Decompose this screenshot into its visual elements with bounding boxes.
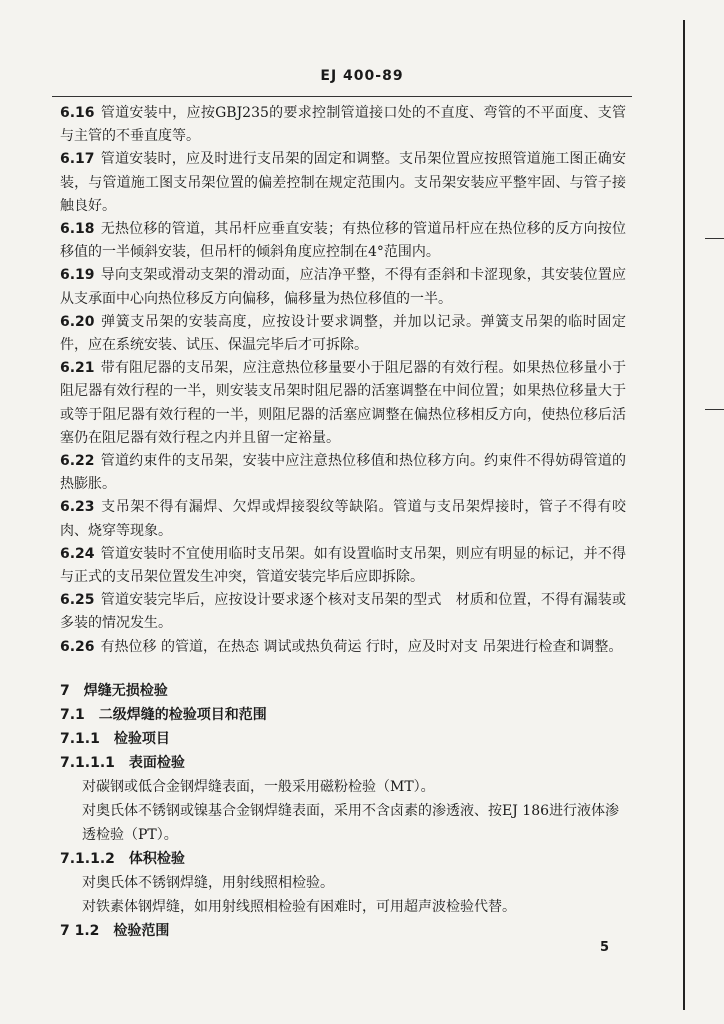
clause-6-23 <box>60 496 626 542</box>
volume-inspection-line-2: 对铁素体钢焊缝，如用射线照相检验有困难时，可用超声波检验代替。 <box>82 898 516 915</box>
clause-6-20 <box>60 311 626 357</box>
edge-tick <box>705 238 724 239</box>
section-7-1-1-1-heading: 7.1.1.1 表面检验 <box>60 754 185 771</box>
section-7-1-2-heading: 7 1.2 检验范围 <box>60 922 170 939</box>
clause-number: 6.24 <box>60 545 95 562</box>
clause-number: 6.25 <box>60 592 95 609</box>
body-text <box>60 102 626 943</box>
clause-text: 管道约束件的支吊架，安装中应注意热位移值和热位移方向。约束件不得妨碍管道的热膨胀。 <box>60 453 626 493</box>
clause-number: 6.19 <box>60 267 95 284</box>
clause-6-21 <box>60 357 626 450</box>
clause-6-24 <box>60 543 626 589</box>
clause-number: 6.16 <box>60 105 95 121</box>
edge-tick <box>705 409 724 410</box>
clause-text: 弹簧支吊架的安装高度，应按设计要求调整，并加以记录。弹簧支吊架的临时固定件，应在系统安装、试压、保温完毕后才可拆除。 <box>60 313 626 354</box>
clause-text: 导向支架或滑动支架的滑动面，应洁净平整，不得有歪斜和卡涩现象，其安装位置应从支承面中心向热位移反方向偏移，偏移量为热位移值的一半。 <box>60 267 626 307</box>
clause-text: 带有阻尼器的支吊架，应注意热位移量要小于阻尼器的有效行程。如果热位移量小于阻尼器有效行程的一半，则安装支吊架时阻尼器的活塞调整在中间位置；如果热位移量大于或等于阻尼器有效行程的一半，则阻尼器的活塞应调整在偏热位移相反方向，使热位移后活塞仍在阻尼器有效行程之内并且留一定裕量。 <box>60 360 626 446</box>
standard-code-header: EJ 400-89 <box>320 68 404 84</box>
section-7-1-1-heading: 7.1.1 检验项目 <box>60 730 170 747</box>
clause-6-18 <box>60 218 626 264</box>
clause-text: 管道安装时，应及时进行支吊架的固定和调整。支吊架位置应按照管道施工图正确安装，与管道施工图支吊架位置的偏差控制在规定范围内。支吊架安装应平整牢固、与管子接触良好。 <box>60 151 626 214</box>
clause-number: 6.26 <box>60 638 95 655</box>
clause-number: 6.17 <box>60 151 95 168</box>
clause-text: 管道安装时不宜使用临时支吊架。如有设置临时支吊架，则应有明显的标记，并不得与正式的支吊架位置发生冲突，管道安装完毕后应即拆除。 <box>60 545 626 586</box>
section-7-1-heading: 7.1 二级焊缝的检验项目和范围 <box>60 706 267 723</box>
clause-6-22 <box>60 450 626 496</box>
clause-number: 6.23 <box>60 499 95 516</box>
clause-6-17 <box>60 148 626 218</box>
clause-number: 6.21 <box>60 360 95 377</box>
clause-6-16 <box>60 102 626 148</box>
clause-6-25 <box>60 589 626 635</box>
clause-text: 管道安装中，应按GBJ235的要求控制管道接口处的不直度、弯管的不平面度、支管与主管的不垂直度等。 <box>60 105 626 145</box>
section-7-1-1-2-heading: 7.1.1.2 体积检验 <box>60 850 185 867</box>
clause-text: 无热位移的管道，其吊杆应垂直安装；有热位移的管道吊杆应在热位移的反方向按位移值的一半倾斜安装，但吊杆的倾斜角度应控制在4°范围内。 <box>60 221 626 261</box>
header-rule <box>52 96 632 97</box>
section-7-heading: 7 焊缝无损检验 <box>60 682 168 699</box>
clause-text: 管道安装完毕后，应按设计要求逐个核对支吊架的型式 材质和位置，不得有漏装或多装的情况发生。 <box>60 592 626 632</box>
clause-text: 支吊架不得有漏焊、欠焊或焊接裂纹等缺陷。管道与支吊架焊接时，管子不得有咬肉、烧穿等现象。 <box>60 499 626 539</box>
clause-number: 6.18 <box>60 221 95 238</box>
clause-number: 6.22 <box>60 453 95 470</box>
clause-number: 6.20 <box>60 313 95 330</box>
volume-inspection-line-1: 对奥氏体不锈钢焊缝，用射线照相检验。 <box>82 874 334 891</box>
page-edge-line <box>683 20 685 1010</box>
clause-6-19 <box>60 264 626 310</box>
surface-inspection-line-2: 对奥氏体不锈钢或镍基合金钢焊缝表面，采用不含卤素的渗透液、按EJ 186进行液体渗透检验（PT）。 <box>82 802 620 843</box>
surface-inspection-line-1: 对碳钢或低合金钢焊缝表面，一般采用磁粉检验（MT）。 <box>82 778 435 795</box>
page-number: 5 <box>600 940 610 955</box>
clause-6-26 <box>60 636 626 659</box>
clause-text: 有热位移 的管道，在热态 调试或热负荷运 行时，应及时对支 吊架进行检查和调整。 <box>100 638 623 655</box>
